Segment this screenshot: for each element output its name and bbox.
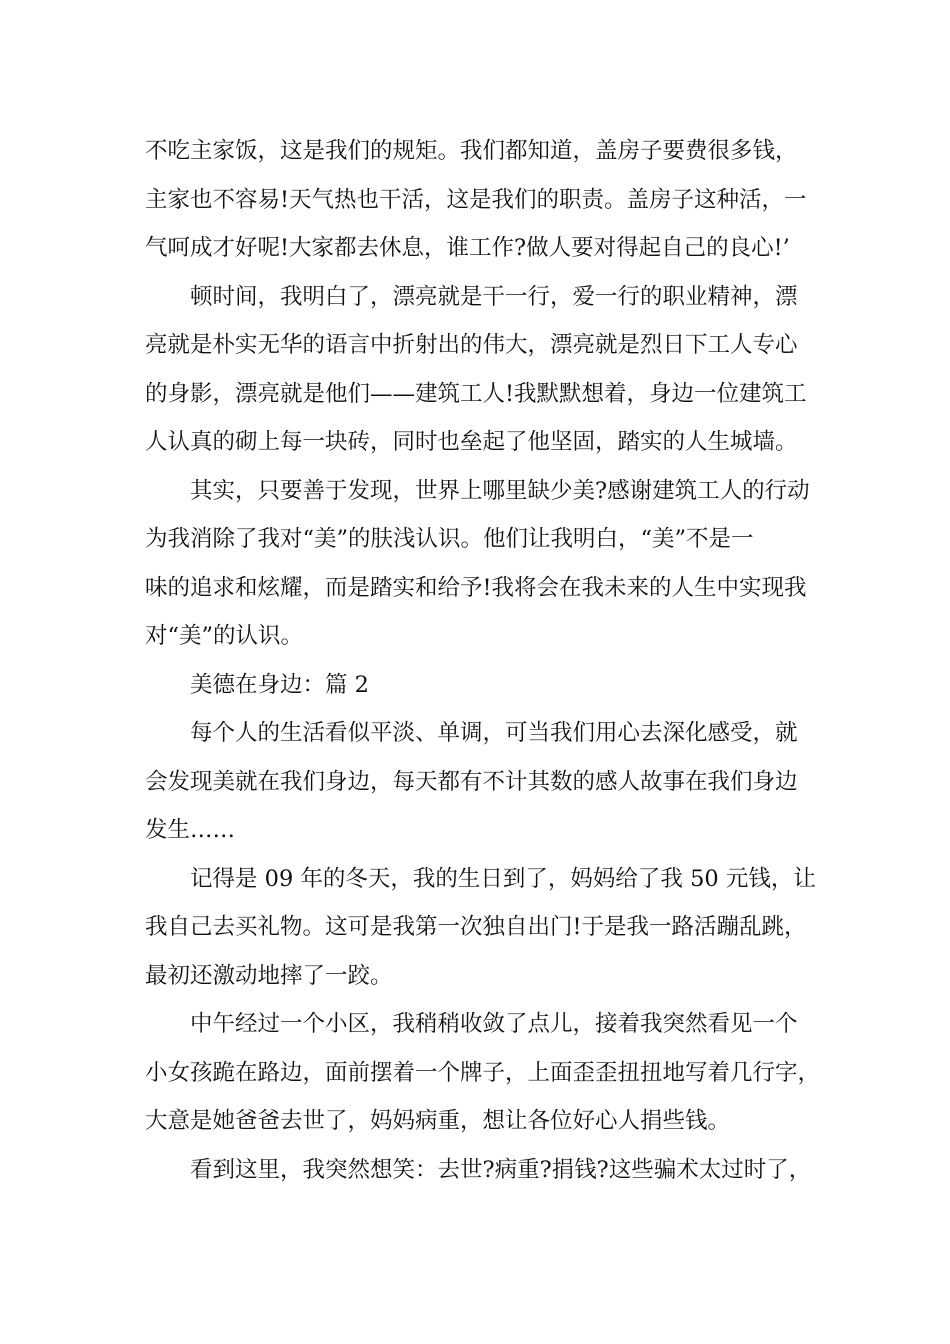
text-line: 最初还激动地摔了一跤。 bbox=[145, 962, 393, 989]
section-heading: 美德在身边：篇 2 bbox=[190, 671, 369, 698]
text-line: 发生…… bbox=[145, 817, 236, 843]
text-line: 人认真的砌上每一块砖，同时也垒起了他坚固，踏实的人生城墙。 bbox=[145, 429, 798, 455]
paragraph-first-line: 每个人的生活看似平淡、单调，可当我们用心去深化感受，就 bbox=[190, 720, 798, 746]
text-line: 小女孩跪在路边，面前摆着一个牌子，上面歪歪扭扭地写着几行字， bbox=[145, 1059, 821, 1086]
text-line: 味的追求和炫耀，而是踏实和给予!我将会在我未来的人生中实现我 bbox=[145, 574, 807, 601]
text-line: 会发现美就在我们身边，每天都有不计其数的感人故事在我们身边 bbox=[145, 768, 798, 795]
text-line: 气呵成才好呢!大家都去休息，谁工作?做人要对得起自己的良心!’ bbox=[145, 235, 790, 261]
text-line: 对“美”的认识。 bbox=[145, 623, 304, 649]
text-line: 主家也不容易!天气热也干活，这是我们的职责。盖房子这种活，一 bbox=[145, 186, 807, 213]
text-line: 不吃主家饭，这是我们的规矩。我们都知道，盖房子要费很多钱， bbox=[145, 138, 798, 164]
paragraph-first-line: 顿时间，我明白了，漂亮就是干一行，爱一行的职业精神，漂 bbox=[190, 283, 798, 310]
paragraph-first-line: 中午经过一个小区，我稍稍收敛了点儿，接着我突然看见一个 bbox=[190, 1011, 798, 1037]
paragraph-first-line: 记得是 09 年的冬天，我的生日到了，妈妈给了我 50 元钱，让 bbox=[190, 865, 816, 892]
paragraph-first-line: 其实，只要善于发现，世界上哪里缺少美?感谢建筑工人的行动 bbox=[190, 477, 810, 504]
text-line: 我自己去买礼物。这可是我第一次独自出门!于是我一路活蹦乱跳， bbox=[145, 914, 807, 940]
text-line: 的身影，漂亮就是他们——建筑工人!我默默想着，身边一位建筑工 bbox=[145, 380, 807, 407]
text-line: 为我消除了我对“美”的肤浅认识。他们让我明白，“美”不是一 bbox=[145, 526, 754, 552]
document-body bbox=[145, 127, 821, 1194]
text-line: 亮就是朴实无华的语言中折射出的伟大，漂亮就是烈日下工人专心 bbox=[145, 332, 798, 358]
paragraph-first-line: 看到这里，我突然想笑：去世?病重?捐钱?这些骗术太过时了， bbox=[190, 1156, 812, 1183]
text-line: 大意是她爸爸去世了，妈妈病重，想让各位好心人捐些钱。 bbox=[145, 1108, 731, 1134]
